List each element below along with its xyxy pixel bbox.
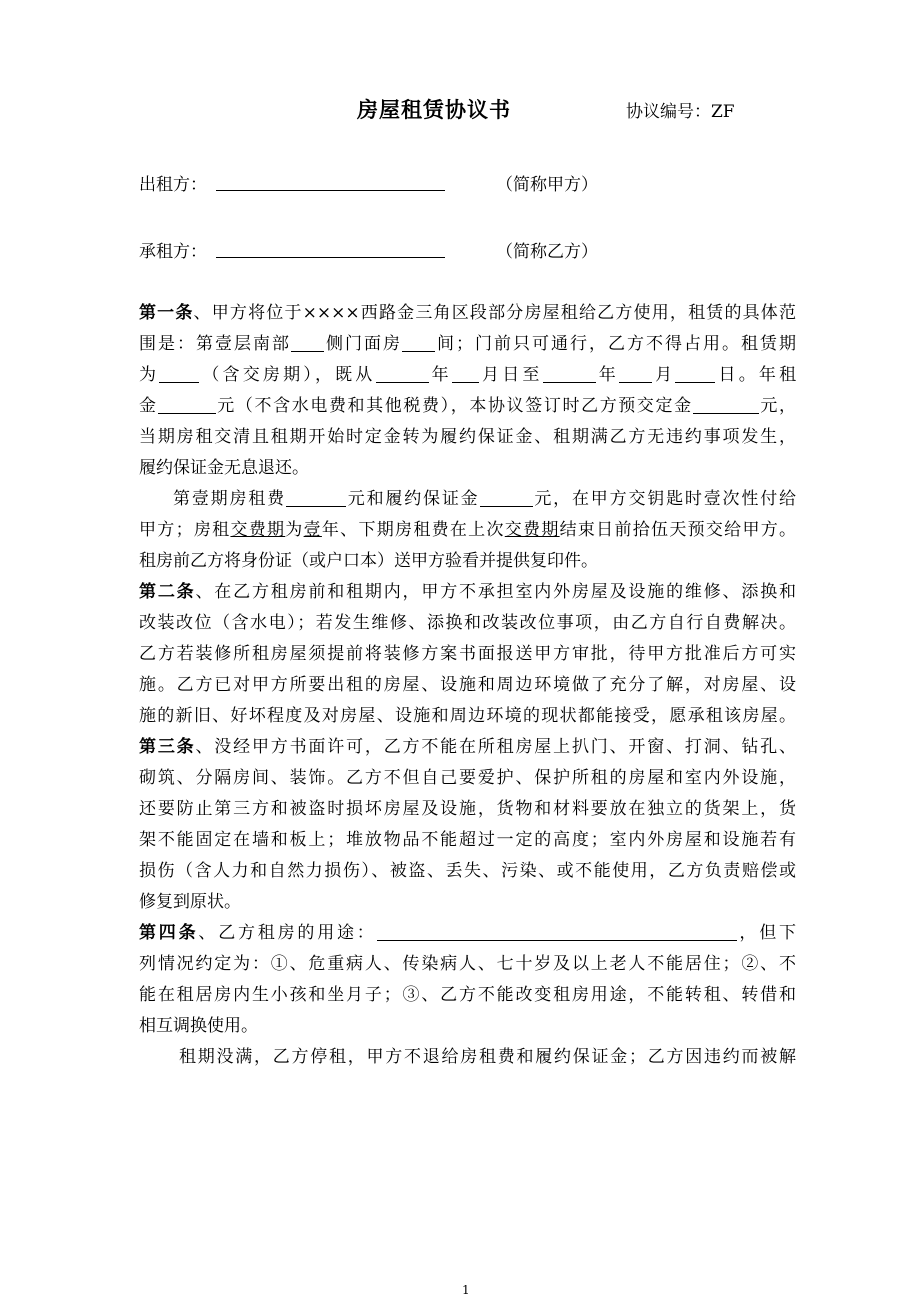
article1-text: 侧门面房 <box>324 334 402 354</box>
article2-text: 、在乙方租房前和租期内，甲方不承担室内外房屋及设施的维修、添换和 <box>195 582 797 602</box>
fill-blank <box>675 364 715 383</box>
article1-text: 年 <box>595 365 619 385</box>
article1-line <box>139 391 796 422</box>
article1-line: 当期房租交清且租期开始时定金转为履约保证金、租期满乙方无违约事项发生， <box>139 427 796 447</box>
lessee-label: 承租方： <box>139 242 207 262</box>
lessee-abbr: （简称乙方） <box>496 242 598 262</box>
article1-line <box>139 329 796 360</box>
article2-heading: 第二条 <box>139 582 196 602</box>
article4-line: 列情况约定为：①、危重病人、传染病人、七十岁及以上老人不能居住；②、不 <box>139 954 796 974</box>
lessor-label: 出租方： <box>139 175 207 195</box>
article3-line: 架不能固定在墙和板上；堆放物品不能超过一定的高度；室内外房屋和设施若有 <box>139 830 796 850</box>
fill-blank <box>619 364 652 383</box>
article4-line: 能在租居房内生小孩和坐月子；③、乙方不能改变租房用途，不能转租、转借和 <box>139 985 796 1005</box>
fill-blank <box>286 488 346 507</box>
underlined-term: 交费期 <box>230 520 286 540</box>
lessee-blank <box>216 257 445 258</box>
fill-blank <box>693 395 759 414</box>
article4-line <box>139 918 796 949</box>
lessor-abbr: （简称甲方） <box>496 175 598 195</box>
article2-line: 乙方若装修所租房屋须提前将装修方案书面报送甲方审批，待甲方批准后方可实 <box>139 644 796 664</box>
fill-blank <box>480 488 533 507</box>
article4-heading: 第四条 <box>139 923 199 943</box>
article3-text: 、没经甲方书面许可，乙方不能在所租房屋上扒门、开窗、打洞、钻孔、 <box>195 737 797 757</box>
article1-text: 甲方；房租 <box>139 520 231 540</box>
underlined-term: 壹 <box>303 520 322 540</box>
article1-line: 履约保证金无息退还。 <box>139 458 309 478</box>
article1-text: 元（不含水电费和其他税费），本协议签订时乙方预交定金 <box>215 396 693 416</box>
article1-text: 年 <box>428 365 452 385</box>
article1-line <box>139 298 796 329</box>
article1-text: 金 <box>139 396 158 416</box>
article1-text: 日。年租 <box>715 365 797 385</box>
article1-text: 围是：第壹层南部 <box>139 334 291 354</box>
article4-para2-line: 租期没满，乙方停租，甲方不退给房租费和履约保证金；乙方因违约而被解 <box>179 1047 796 1067</box>
underlined-term: 交费期 <box>504 520 560 540</box>
article-body <box>139 298 796 1073</box>
article4-line: 相互调换使用。 <box>139 1016 258 1036</box>
article3-line: 修复到原状。 <box>139 892 241 912</box>
article4-text: 、乙方租房的用途： <box>198 923 377 943</box>
fill-blank <box>158 395 216 414</box>
page-number: 1 <box>462 1283 470 1297</box>
article1-para2-line <box>139 515 796 546</box>
article3-heading: 第三条 <box>139 737 196 757</box>
article2-line: 改装改位（含水电）；若发生维修、添换和改装改位事项，由乙方自行自费解决。 <box>139 613 796 633</box>
fill-blank <box>543 364 596 383</box>
article1-text: 年、下期房租费在上次 <box>321 520 505 540</box>
lessee-line <box>139 237 839 267</box>
article1-heading: 第一条 <box>139 303 194 323</box>
article3-line: 损伤（含人力和自然力损伤）、被盗、丢失、污染、或不能使用，乙方负责赔偿或 <box>139 861 796 881</box>
document-number: 协议编号：ZF <box>626 102 735 122</box>
fill-blank <box>376 364 429 383</box>
article1-line <box>139 360 796 391</box>
title-row <box>0 94 920 124</box>
fill-blank <box>452 364 479 383</box>
article1-text: 月 <box>651 365 676 385</box>
fill-blank <box>159 364 199 383</box>
article1-text: 为 <box>139 365 160 385</box>
lessor-line <box>139 170 839 200</box>
article3-line: 还要防止第三方和被盗时损坏房屋及设施，货物和材料要放在独立的货架上，货 <box>139 799 796 819</box>
article1-text: 元，在甲方交钥匙时壹次性付给 <box>532 489 797 509</box>
article1-text: 月日至 <box>478 365 543 385</box>
lessor-blank <box>216 190 445 191</box>
article1-text: 元， <box>758 396 797 416</box>
article2-line <box>139 577 796 608</box>
article1-text: 、甲方将位于××××西路金三角区段部分房屋租给乙方使用，租赁的具体范 <box>193 303 796 323</box>
article1-text: 间；门前只可通行，乙方不得占用。租赁期 <box>435 334 796 354</box>
article1-text: 元和履约保证金 <box>345 489 480 509</box>
article1-para2-line <box>139 484 796 515</box>
article3-line: 砌筑、分隔房间、装饰。乙方不但自己要爱护、保护所租的房屋和室内外设施， <box>139 768 796 788</box>
document-title: 房屋租赁协议书 <box>357 97 511 122</box>
fill-blank <box>402 333 435 352</box>
article2-line: 施的新旧、好坏程度及对房屋、设施和周边环境的现状都能接受，愿承租该房屋。 <box>139 706 796 726</box>
fill-blank <box>291 333 324 352</box>
article1-text: （含交房期），既从 <box>199 365 376 385</box>
article3-line <box>139 732 796 763</box>
article1-text: 结束日前拾伍天预交给甲方。 <box>559 520 797 540</box>
article2-line: 施。乙方已对甲方所要出租的房屋、设施和周边环境做了充分了解，对房屋、设 <box>139 675 796 695</box>
article1-text: 为 <box>285 520 304 540</box>
article1-text: 第壹期房租费 <box>173 489 286 509</box>
article1-para2-line: 租房前乙方将身份证（或户口本）送甲方验看并提供复印件。 <box>139 551 598 571</box>
usage-blank <box>377 922 737 941</box>
article4-text: ，但下 <box>736 923 797 943</box>
